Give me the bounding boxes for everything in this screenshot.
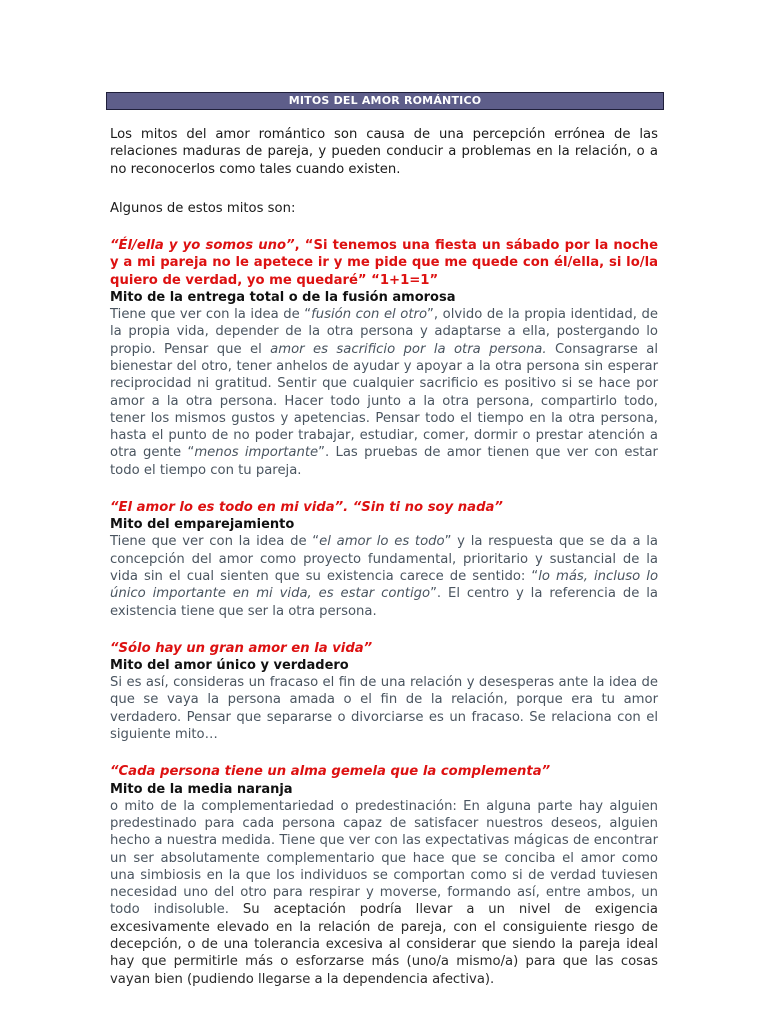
- myth-description: Si es así, consideras un fracaso el fin de una relación y desesperas ante la idea de que se vaya la persona amada o el fin de la relación, porque era tu amor verdadero. Pensar que separarse o divorciarse es un fracaso. Se relaciona con el siguiente mito…: [110, 675, 658, 743]
- intro-lead: Algunos de estos mitos son:: [110, 200, 296, 216]
- myth-quote-italic: “Él/ella y yo somos uno”: [110, 238, 295, 254]
- text-run: o mito de la complementariedad o predestinación: En alguna parte hay alguien predestinado para cada persona capaz de satisfacer nuestros deseos, alguien hecho a nuestra medida. Tiene que ver con las expectativas mágicas de encontrar un ser absolutamente complementario que hace que se conciba el amor como una simbiosis en la que los individuos se comportan como si de verdad tuviesen necesidad uno del otro para respirar y moverse, formando así, entre ambos, un todo indisoluble.: [110, 798, 658, 918]
- myth-description: [110, 533, 658, 619]
- myth-section-fusion: [110, 237, 658, 479]
- myth-quote: “Cada persona tiene un alma gemela que la complementa”: [110, 764, 551, 780]
- myth-quote: “Sólo hay un gran amor en la vida”: [110, 640, 373, 656]
- myth-heading: Mito de la media naranja: [110, 781, 293, 797]
- myth-quote-rest: , “Si tenemos una fiesta un sábado por la noche y a mi pareja no le apetece ir y me pide que me quede con él/ella, si lo/la quiero de verdad, yo me quedaré” “1+1=1”: [110, 238, 659, 288]
- text-run: Tiene que ver con la idea de “: [110, 534, 320, 550]
- text-run: ” y la respuesta que se da a la concepción del amor como proyecto fundamental, prioritario y sustancial de la vida sin el cual sienten que su existencia carece de sentido: “: [110, 534, 658, 584]
- myth-heading: Mito del emparejamiento: [110, 517, 295, 533]
- document-title: MITOS DEL AMOR ROMÁNTICO: [106, 92, 664, 110]
- emphasis-run: amor es sacrificio por la otra persona.: [270, 341, 547, 357]
- emphasis-run: lo más, incluso lo único importante en mi vida, es estar contigo: [110, 568, 659, 602]
- emphasis-run: fusión con el otro: [311, 307, 428, 323]
- myth-section-true-love: [110, 640, 658, 743]
- myth-heading: Mito del amor único y verdadero: [110, 658, 349, 674]
- text-run: Tiene que ver con la idea de “: [110, 307, 312, 323]
- text-run: ”. Las pruebas de amor tienen que ver con estar todo el tiempo con tu pareja.: [110, 445, 658, 478]
- intro-paragraph: Los mitos del amor romántico son causa de una percepción errónea de las relaciones maduras de pareja, y pueden conducir a problemas en la relación, o a no reconocerlos como tales cuando existen.: [110, 127, 658, 177]
- document-body: [110, 126, 658, 988]
- myth-section-pairing: [110, 499, 658, 620]
- myth-description: [110, 798, 658, 988]
- emphasis-run: el amor lo es todo: [319, 534, 445, 550]
- text-run: Consagrarse al bienestar del otro, tener anhelos de ayudar y apoyar a la otra persona sin esperar reciprocidad ni gratitud. Sentir que cualquier sacrificio es positivo si se hace por amor a la otra persona. Hacer todo junto a la otra persona, compartirlo todo, tener los mismos gustos y apetencias. Pensar todo el tiempo en la otra persona, hasta el punto de no poder trabajar, estudiar, comer, dormir o prestar atención a otra gente “: [110, 341, 658, 461]
- text-run: ”. El centro y la referencia de la existencia tiene que ser la otra persona.: [110, 586, 658, 619]
- myth-description: [110, 306, 658, 479]
- myth-quote: “El amor lo es todo en mi vida”. “Sin ti no soy nada”: [110, 500, 503, 516]
- myth-heading: Mito de la entrega total o de la fusión amorosa: [110, 290, 456, 306]
- myth-section-half-orange: [110, 763, 658, 988]
- emphasis-run: menos importante: [194, 445, 319, 461]
- myth-quote: [110, 237, 658, 289]
- text-run: Su aceptación podría llevar a un nivel de exigencia excesivamente elevado en la relación de pareja, con el consiguiente riesgo de decepción, o de una tolerancia excesiva al considerar que siendo la pareja ideal hay que permitirle más o esforzarse más (uno/a mismo/a) para que las cosas vayan bien (pudiendo llegarse a la dependencia afectiva).: [110, 902, 659, 987]
- text-run: ”, olvido de la propia identidad, de la propia vida, depender de la otra persona y adaptarse a ella, postergando lo propio. Pensar que el: [110, 307, 658, 357]
